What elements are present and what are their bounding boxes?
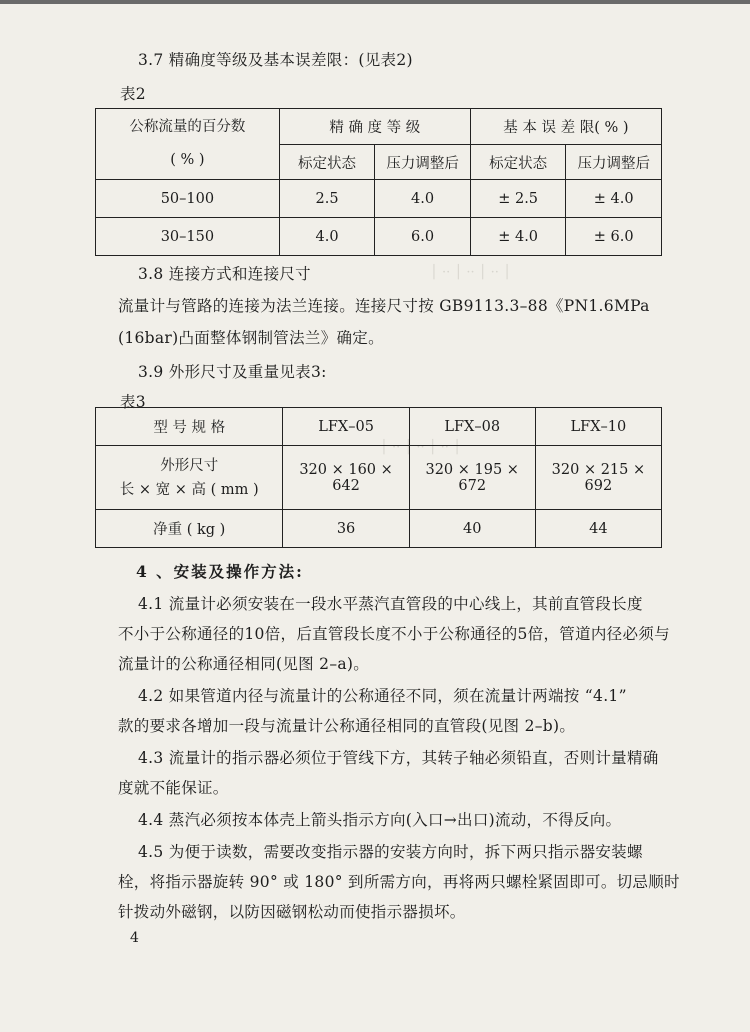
table2-label: 表2 bbox=[120, 85, 146, 103]
table-row bbox=[96, 446, 662, 510]
page-number: 4 bbox=[130, 930, 139, 946]
para-4-1: 不小于公称通径的10倍，后直管段长度不小于公称通径的5倍，管道内径必须与 bbox=[118, 625, 670, 643]
table2-accuracy bbox=[95, 108, 662, 256]
table3-dim-label bbox=[96, 446, 283, 510]
table2-cell: 6.0 bbox=[375, 218, 471, 256]
para-4-4: 4.4 蒸汽必须按本体壳上箭头指示方向(入口→出口)流动，不得反向。 bbox=[138, 811, 622, 829]
table2-sub-calibration: 标定状态 bbox=[470, 145, 566, 180]
table2-sub-pressure: 压力调整后 bbox=[375, 145, 471, 180]
table3-weight-label: 净重 ( kg ) bbox=[96, 510, 283, 548]
section-3-8-heading: 3.8 连接方式和连接尺寸 bbox=[138, 265, 311, 283]
section-3-9-heading: 3.9 外形尺寸及重量见表3: bbox=[138, 363, 327, 381]
para-4-1: 流量计的公称通径相同(见图 2–a)。 bbox=[118, 655, 370, 673]
table2-header-percent bbox=[96, 109, 280, 180]
para-4-2: 款的要求各增加一段与流量计公称通径相同的直管段(见图 2–b)。 bbox=[118, 717, 576, 735]
section-3-7-heading: 3.7 精确度等级及基本误差限：(见表2) bbox=[138, 51, 413, 69]
para-3-8: (16bar)凸面整体钢制管法兰》确定。 bbox=[118, 329, 384, 347]
table2-sub-calibration: 标定状态 bbox=[279, 145, 375, 180]
table2-cell: 4.0 bbox=[279, 218, 375, 256]
table3-dim-label-line1: 外形尺寸 bbox=[160, 457, 219, 474]
bleed-through-text: │ ·· │ ·· │ ·· │ bbox=[380, 440, 461, 455]
para-4-5: 4.5 为便于读数，需要改变指示器的安装方向时，拆下两只指示器安装螺 bbox=[138, 843, 643, 861]
table-row bbox=[96, 510, 662, 548]
table2-cell: ± 6.0 bbox=[566, 218, 662, 256]
table3-cell: 36 bbox=[283, 510, 409, 548]
table2-sub-pressure: 压力调整后 bbox=[566, 145, 662, 180]
table2-header-percent-line2: ( % ) bbox=[170, 152, 205, 168]
table2-header-percent-line1: 公称流量的百分数 bbox=[129, 119, 246, 135]
table3-header-model: 型 号 规 格 bbox=[96, 408, 283, 446]
table2-cell: ± 4.0 bbox=[566, 180, 662, 218]
table-row bbox=[96, 180, 662, 218]
table2-cell-range: 30–150 bbox=[96, 218, 280, 256]
table2-cell: 4.0 bbox=[375, 180, 471, 218]
para-4-1: 4.1 流量计必须安装在一段水平蒸汽直管段的中心线上，其前直管段长度 bbox=[138, 595, 643, 613]
table-row bbox=[96, 218, 662, 256]
para-4-5: 针拨动外磁钢，以防因磁钢松动而使指示器损坏。 bbox=[118, 903, 466, 921]
table3-cell: 40 bbox=[409, 510, 535, 548]
table3-model: LFX–10 bbox=[535, 408, 661, 446]
para-4-2: 4.2 如果管道内径与流量计的公称通径不同，须在流量计两端按 “4.1” bbox=[138, 687, 627, 705]
table3-label: 表3 bbox=[120, 393, 146, 411]
para-4-3: 4.3 流量计的指示器必须位于管线下方，其转子轴必须铅直，否则计量精确 bbox=[138, 749, 659, 767]
table2-cell-range: 50–100 bbox=[96, 180, 280, 218]
table2-header-error: 基 本 误 差 限( % ) bbox=[470, 109, 661, 145]
table3-cell: 320 × 160 × 642 bbox=[283, 446, 409, 510]
table3-model: LFX–05 bbox=[283, 408, 409, 446]
table2-cell: 2.5 bbox=[279, 180, 375, 218]
table3-dimensions bbox=[95, 407, 662, 548]
scan-top-edge bbox=[0, 0, 750, 4]
para-3-8: 流量计与管路的连接为法兰连接。连接尺寸按 GB9113.3–88《PN1.6MPa bbox=[118, 297, 650, 315]
bleed-through-text: │ ·· │ ·· │ ·· │ bbox=[430, 265, 511, 280]
table3-cell: 320 × 215 × 692 bbox=[535, 446, 661, 510]
table2-cell: ± 4.0 bbox=[470, 218, 566, 256]
table3-dim-label-line2: 长 × 宽 × 高 ( mm ) bbox=[119, 481, 259, 498]
table3-cell: 44 bbox=[535, 510, 661, 548]
table2-header-accuracy: 精 确 度 等 级 bbox=[279, 109, 470, 145]
table3-model: LFX–08 bbox=[409, 408, 535, 446]
section-4-heading: 4 、安装及操作方法: bbox=[136, 562, 304, 581]
table2-cell: ± 2.5 bbox=[470, 180, 566, 218]
para-4-3: 度就不能保证。 bbox=[118, 779, 229, 797]
para-4-5: 栓，将指示器旋转 90° 或 180° 到所需方向，再将两只螺栓紧固即可。切忌顺时 bbox=[118, 873, 680, 891]
table3-cell: 320 × 195 × 672 bbox=[409, 446, 535, 510]
